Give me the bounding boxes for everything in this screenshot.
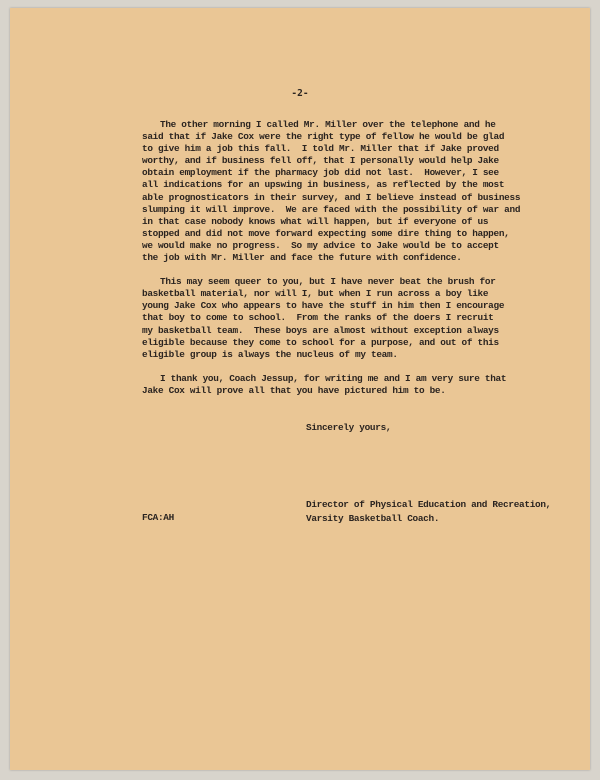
- text-line: to give him a job this fall. I told Mr. Miller that if Jake proved: [142, 143, 499, 155]
- text-line: The other morning I called Mr. Miller over the telephone and he: [160, 119, 496, 130]
- text-line: basketball material, nor will I, but when I run across a boy like: [142, 288, 489, 300]
- text-line: all indications for an upswing in business, as reflected by the most: [142, 179, 505, 191]
- text-line: slumping it will improve. We are faced with the possibility of war and: [142, 203, 521, 215]
- text-line: worthy, and if business fell off, that I personally would help Jake: [142, 155, 499, 167]
- text-line: I thank you, Coach Jessup, for writing me and I am very sure that: [160, 372, 507, 384]
- text-line: eligible because they come to school for a purpose, and out of this: [142, 336, 499, 348]
- text-line: that boy to come to school. From the ranks of the doers I recruit: [142, 312, 494, 324]
- text-line: the job with Mr. Miller and face the future with confidence.: [142, 252, 462, 264]
- text-line: we would make no progress. So my advice to Jake would be to accept: [142, 239, 499, 251]
- paragraph-3: [142, 373, 582, 397]
- text-line: stopped and did not move forward expecting some dire thing to happen,: [142, 227, 510, 239]
- page-number: -2-: [291, 88, 309, 99]
- signature-title-line: Varsity Basketball Coach.: [306, 512, 440, 524]
- letter-body: [142, 119, 582, 409]
- text-line: in that case nobody knows what will happen, but if everyone of us: [142, 215, 489, 227]
- text-line: said that if Jake Cox were the right type of fellow he would be glad: [142, 131, 505, 143]
- text-line: eligible group is always the nucleus of my team.: [142, 348, 398, 360]
- reference-initials: FCA:AH: [142, 512, 174, 523]
- paragraph-2: [142, 276, 582, 361]
- text-line: my basketball team. These boys are almost without exception always: [142, 324, 499, 336]
- text-line: obtain employment if the pharmacy job did not last. However, I see: [142, 167, 499, 179]
- text-line: young Jake Cox who appears to have the stuff in him then I encourage: [142, 300, 505, 312]
- signature-title-line: Director of Physical Education and Recreation,: [306, 499, 551, 510]
- closing-salutation: Sincerely yours,: [306, 422, 392, 433]
- text-line: This may seem queer to you, but I have never beat the brush for: [160, 276, 496, 288]
- paragraph-1: [142, 119, 582, 264]
- text-line: able prognosticators in their survey, and I believe instead of business: [142, 191, 521, 203]
- text-line: Jake Cox will prove all that you have pictured him to be.: [142, 384, 446, 396]
- signature-block: [306, 498, 551, 525]
